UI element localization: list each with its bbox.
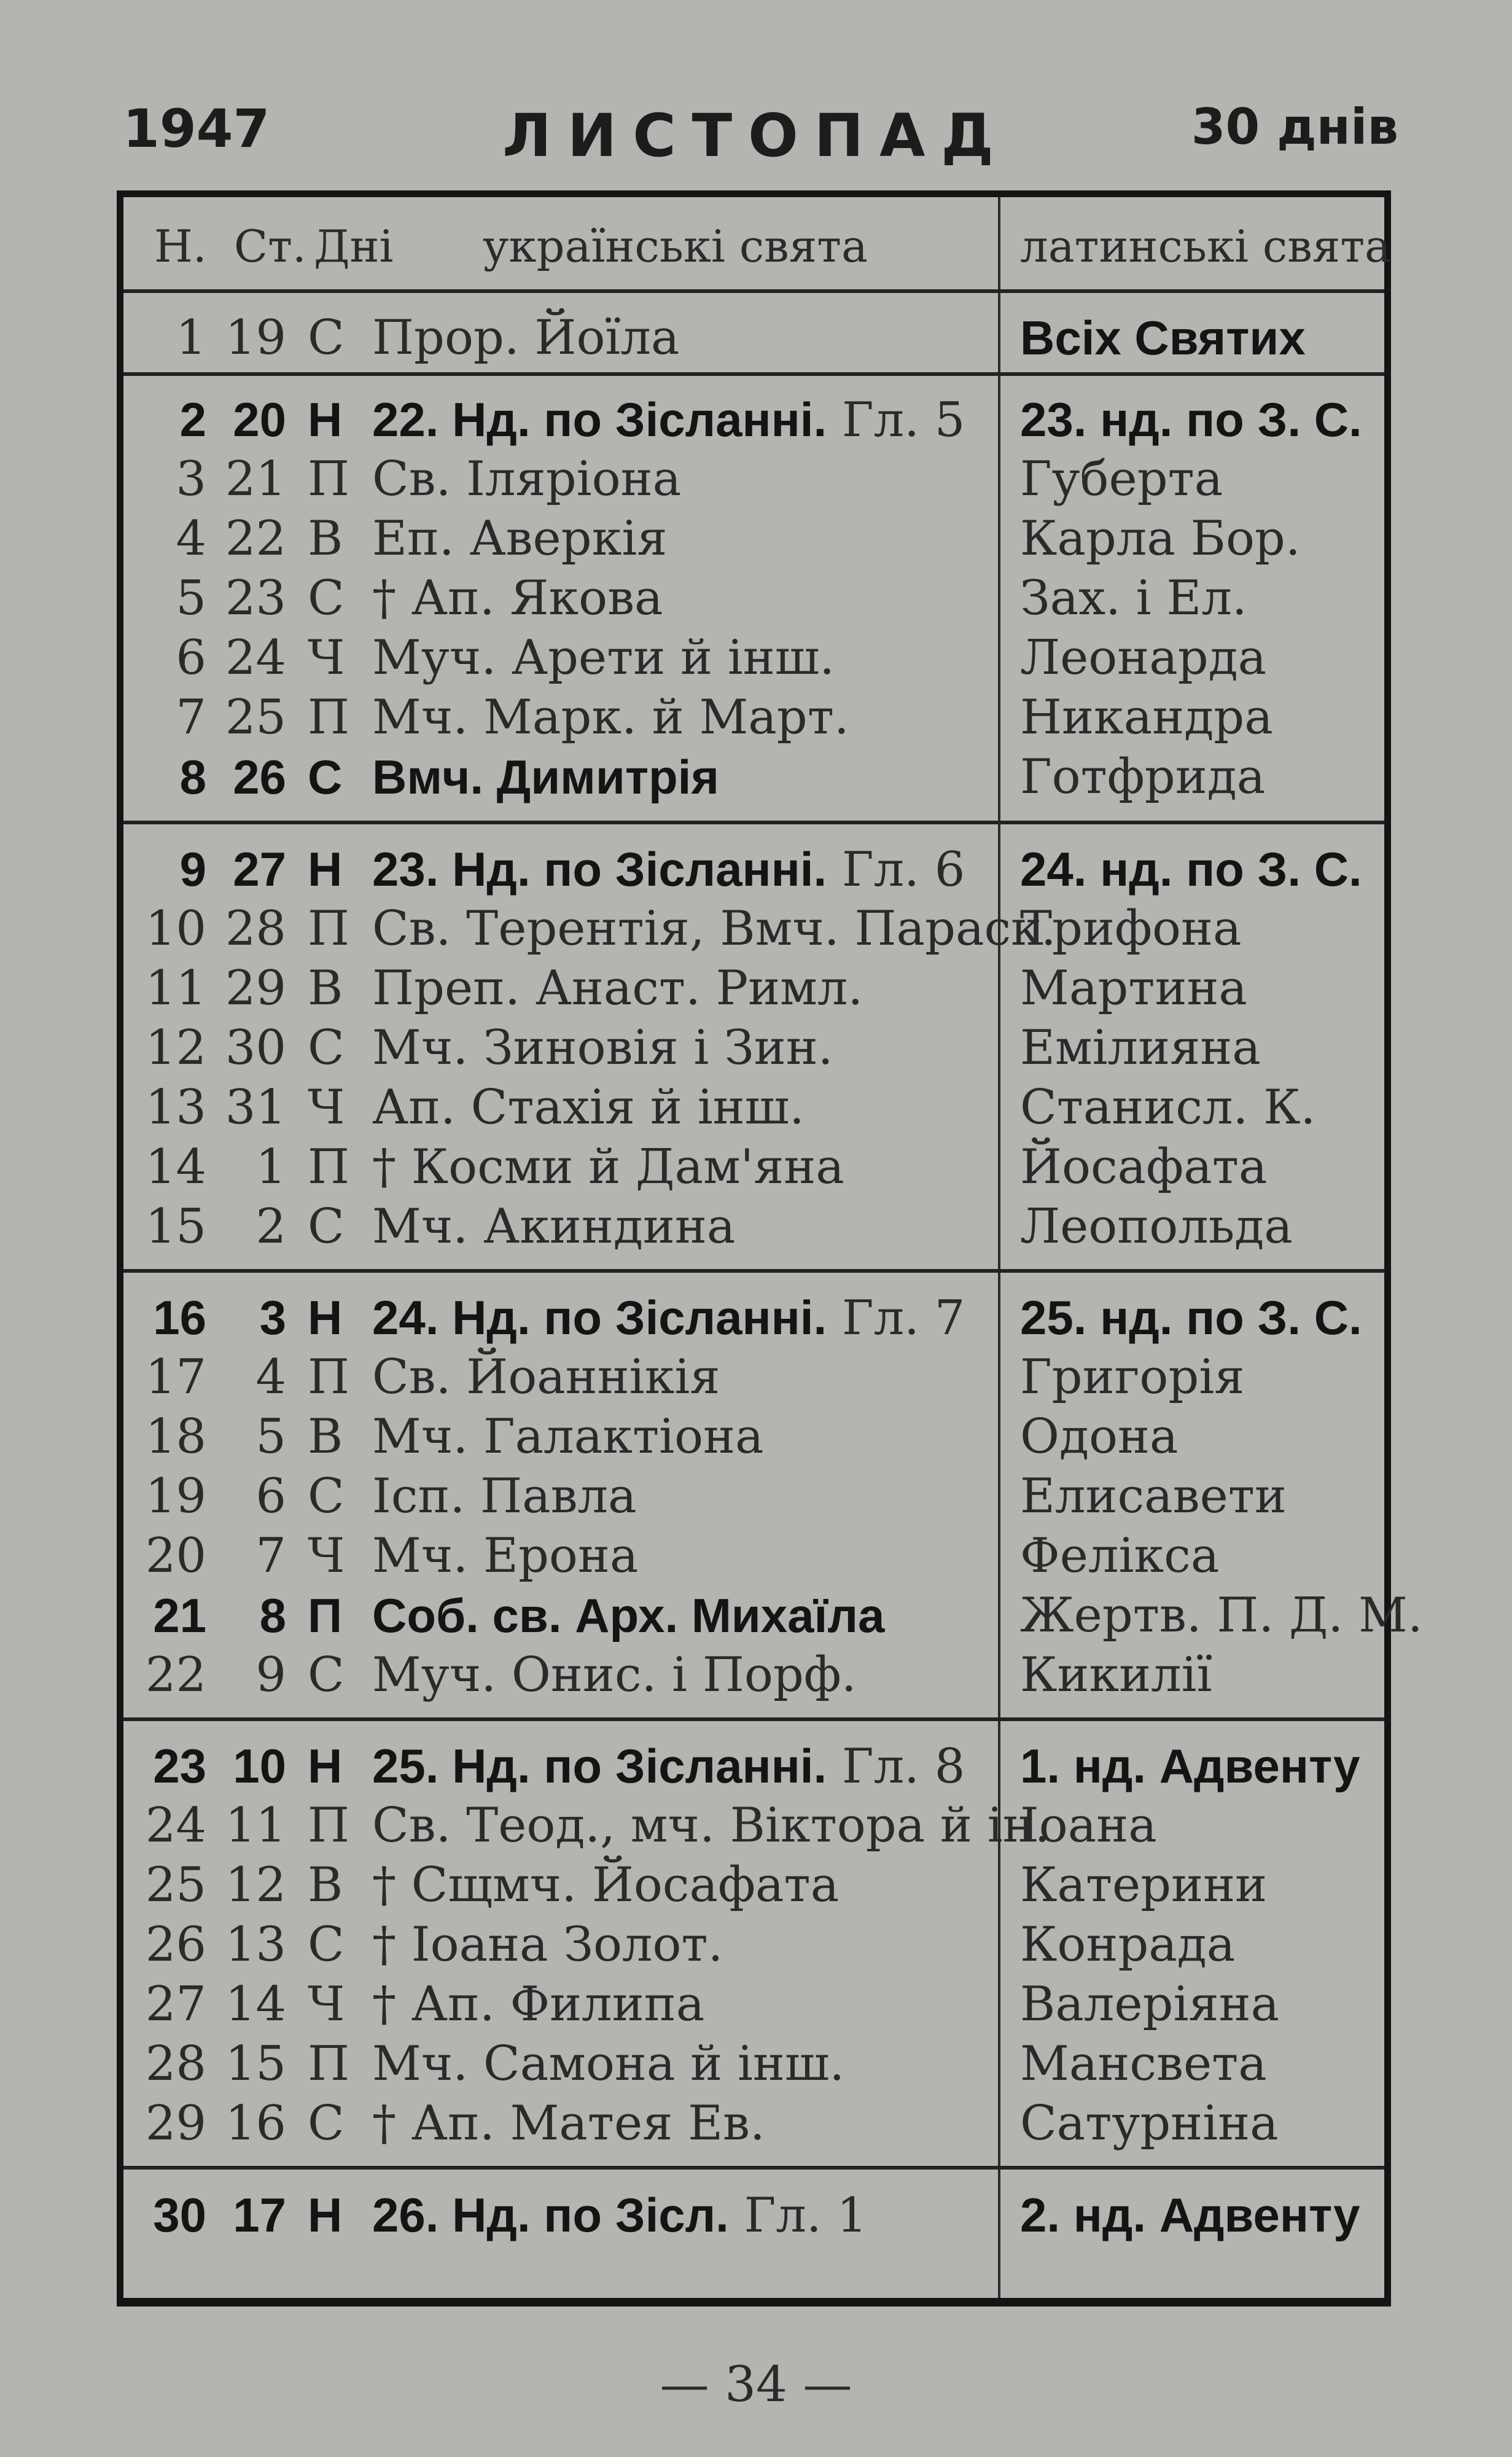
ukrainian-feast [372,1855,839,1915]
new-style-date: 26 [145,1917,206,1972]
ukrainian-feast [372,308,679,368]
ukrainian-feast [372,1466,637,1526]
ukrainian-feast [372,687,849,748]
ukrainian-feast-text: † Ап. Филипа [372,1977,705,2032]
ukrainian-feast-bold: 26. Нд. по Зісл. [372,2188,729,2242]
old-style-date: 17 [233,2188,286,2242]
latin-feast: Губерта [1020,451,1223,507]
ukrainian-feast-text: Гл. 6 [827,842,965,897]
latin-feast: Елисавети [1020,1469,1287,1524]
latin-feast: Одона [1020,1409,1179,1464]
ukrainian-feast-text: Мч. Ерона [372,1528,639,1584]
ukrainian-feast [372,568,663,628]
latin-feast: Карла Бор. [1020,511,1301,566]
table-row [123,1795,1384,1856]
new-style-date: 18 [145,1409,206,1464]
latin-feast: Катерини [1020,1857,1268,1913]
ukrainian-feast [372,1197,735,1257]
old-style-date: 5 [255,1409,286,1464]
table-row [123,1407,1384,1467]
new-style-date: 16 [153,1291,206,1345]
weekday: Н [308,1739,343,1793]
ukrainian-feast-bold: Соб. св. Арх. Михаїла [372,1588,885,1643]
latin-feast: 2. нд. Адвенту [1020,2188,1360,2242]
ukrainian-feast-text: Мч. Галактіона [372,1409,764,1464]
new-style-date: 7 [176,690,206,745]
latin-feast: Григорія [1020,1350,1245,1405]
table-row [123,1915,1384,1975]
ukrainian-feast-text: Гл. 1 [728,2188,868,2243]
week-separator [123,1717,1384,1721]
table-row [123,568,1384,628]
weekday: С [308,2096,345,2151]
year-label: 1947 [123,98,270,160]
latin-feast: Конрада [1020,1917,1236,1972]
new-style-date: 29 [145,2096,206,2151]
ukrainian-feast [372,1018,833,1078]
ukrainian-feast-bold: 22. Нд. по Зісланні. [372,393,827,447]
week-separator [123,289,1384,293]
table-row [123,1526,1384,1586]
ukrainian-feast [372,839,965,900]
table-row [123,747,1384,807]
old-style-date: 24 [225,630,286,686]
ukrainian-feast-text: Муч. Арети й інш. [372,630,835,686]
latin-feast: Никандра [1020,690,1273,745]
table-row [123,1347,1384,1407]
new-style-date: 11 [145,961,206,1016]
latin-feast: 25. нд. по З. С. [1020,1291,1362,1345]
col-weekday: Дні [314,221,394,272]
ukrainian-feast-text: † Косми й Дам'яна [372,1139,844,1195]
col-old-style: Ст. [234,221,306,272]
old-style-date: 25 [225,690,286,745]
ukrainian-feast [372,899,1056,959]
ukrainian-feast-text: Мч. Самона й інш. [372,2036,845,2092]
table-row [123,1018,1384,1078]
old-style-date: 14 [225,1977,286,2032]
table-row [123,1197,1384,1257]
weekday: С [308,1199,345,1254]
latin-feast: Іоана [1020,1798,1157,1853]
ukrainian-feast-text: Св. Йоаннікія [372,1350,720,1405]
latin-feast: Всіх Святих [1020,311,1306,365]
new-style-date: 22 [145,1647,206,1703]
old-style-date: 13 [225,1917,286,1972]
new-style-date: 1 [176,310,206,365]
new-style-date: 28 [145,2036,206,2092]
old-style-date: 15 [225,2036,286,2092]
table-row [123,1645,1384,1705]
new-style-date: 23 [153,1739,206,1793]
ukrainian-feast [372,747,719,808]
old-style-date: 19 [225,310,286,365]
new-style-date: 9 [179,842,206,896]
new-style-date: 3 [176,451,206,507]
latin-feast: Леонарда [1020,630,1267,686]
ukrainian-feast [372,509,668,569]
weekday: С [308,750,343,804]
week-separator [123,2166,1384,2170]
new-style-date: 4 [176,511,206,566]
old-style-date: 2 [255,1199,286,1254]
latin-feast: Готфрида [1020,749,1266,805]
weekday: С [308,1020,345,1076]
weekday: С [308,310,345,365]
weekday: Н [308,1291,343,1345]
ukrainian-feast-text: † Сщмч. Йосафата [372,1857,840,1913]
col-ukrainian-feasts: українські свята [483,221,868,272]
table-row [123,839,1384,899]
ukrainian-feast-text: Преп. Анаст. Римл. [372,961,863,1016]
weekday: Ч [308,1528,345,1584]
ukrainian-feast [372,1915,723,1975]
weekday: П [308,451,350,507]
old-style-date: 7 [255,1528,286,1584]
ukrainian-feast-text: Гл. 7 [827,1291,965,1346]
latin-feast: Мансвета [1020,2036,1267,2092]
new-style-date: 13 [145,1080,206,1135]
old-style-date: 31 [225,1080,286,1135]
ukrainian-feast [372,1585,884,1646]
table-row [123,958,1384,1018]
ukrainian-feast [372,389,965,450]
weekday: П [308,690,350,745]
days-count: 30 днів [1191,98,1398,155]
ukrainian-feast-bold: Вмч. Димитрія [372,750,719,804]
new-style-date: 19 [145,1469,206,1524]
ukrainian-feast [372,1137,844,1197]
col-latin-feasts: латинські свята [1020,221,1391,272]
ukrainian-feast-text: Мч. Акиндина [372,1199,736,1254]
old-style-date: 4 [255,1350,286,1405]
weekday: В [308,1409,343,1464]
ukrainian-feast-text: Мч. Зиновія і Зин. [372,1020,833,1076]
ukrainian-feast [372,1347,720,1407]
week-separator [123,821,1384,824]
table-row [123,2034,1384,2094]
ukrainian-feast-bold: 24. Нд. по Зісланні. [372,1291,827,1345]
ukrainian-feast [372,2093,765,2154]
ukrainian-feast [372,628,835,688]
latin-feast: Зах. і Ел. [1020,571,1247,626]
ukrainian-feast [372,2185,867,2246]
ukrainian-feast [372,449,681,509]
old-style-date: 11 [225,1798,286,1853]
latin-feast: Леопольда [1020,1199,1293,1254]
old-style-date: 1 [255,1139,286,1195]
table-row [123,1466,1384,1526]
latin-feast: Мартина [1020,961,1247,1016]
ukrainian-feast-text: Ап. Стахія й інш. [372,1080,805,1135]
table-row [123,1137,1384,1197]
ukrainian-feast-text: Ісп. Павла [372,1469,637,1524]
new-style-date: 15 [145,1199,206,1254]
week-separator [123,372,1384,376]
ukrainian-feast [372,2034,844,2094]
weekday: С [308,1647,345,1703]
month-title: ЛИСТОПАД [502,101,1010,170]
table-row [123,1736,1384,1796]
weekday: В [308,511,343,566]
old-style-date: 21 [225,451,286,507]
weekday: П [308,1798,350,1853]
weekday: П [308,2036,350,2092]
weekday: П [308,1588,343,1643]
new-style-date: 14 [145,1139,206,1195]
ukrainian-feast [372,1526,638,1586]
table-row [123,308,1384,368]
page-number: — 34 — [660,2356,852,2413]
old-style-date: 23 [225,571,286,626]
old-style-date: 8 [259,1588,286,1643]
old-style-date: 12 [225,1857,286,1913]
weekday: Н [308,2188,343,2242]
latin-feast: Станисл. К. [1020,1080,1316,1135]
ukrainian-feast [372,1287,965,1348]
old-style-date: 10 [233,1739,286,1793]
old-style-date: 6 [255,1469,286,1524]
weekday: П [308,901,350,956]
old-style-date: 29 [225,961,286,1016]
table-row [123,687,1384,748]
table-row [123,1855,1384,1915]
latin-feast: 1. нд. Адвенту [1020,1739,1360,1793]
table-row [123,509,1384,569]
ukrainian-feast-text: Гл. 5 [827,393,965,448]
new-style-date: 6 [176,630,206,686]
ukrainian-feast-text: Св. Теод., мч. Віктора й ін. [372,1798,1050,1853]
latin-feast: Сатурніна [1020,2096,1279,2151]
latin-feast: Йосафата [1020,1139,1268,1195]
old-style-date: 30 [225,1020,286,1076]
weekday: В [308,961,343,1016]
weekday: П [308,1139,350,1195]
weekday: С [308,571,345,626]
table-row [123,389,1384,450]
old-style-date: 28 [225,901,286,956]
weekday: П [308,1350,350,1405]
ukrainian-feast-text: Прор. Йоїла [372,310,680,365]
table-row [123,449,1384,509]
table-row [123,2093,1384,2154]
ukrainian-feast [372,1736,965,1797]
weekday: С [308,1917,345,1972]
new-style-date: 30 [153,2188,206,2242]
ukrainian-feast-text: Св. Терентія, Вмч. Параск. [372,901,1056,956]
ukrainian-feast [372,958,863,1018]
ukrainian-feast [372,1645,857,1705]
ukrainian-feast-text: Св. Іляріона [372,451,682,507]
new-style-date: 17 [145,1350,206,1405]
weekday: Ч [308,1977,345,2032]
latin-feast: 24. нд. по З. С. [1020,842,1362,896]
ukrainian-feast-text: Муч. Онис. і Порф. [372,1647,857,1703]
table-row [123,1287,1384,1348]
table-row [123,1077,1384,1138]
col-new-style: Н. [154,221,207,272]
old-style-date: 20 [233,393,286,447]
ukrainian-feast-bold: 23. Нд. по Зісланні. [372,842,827,896]
ukrainian-feast-bold: 25. Нд. по Зісланні. [372,1739,827,1793]
new-style-date: 21 [153,1588,206,1643]
ukrainian-feast-text: Гл. 8 [827,1739,965,1794]
weekday: Ч [308,1080,345,1135]
old-style-date: 16 [225,2096,286,2151]
ukrainian-feast-text: † Ап. Якова [372,571,663,626]
new-style-date: 25 [145,1857,206,1913]
table-row [123,1585,1423,1646]
table-row [123,2185,1384,2245]
ukrainian-feast [372,1407,764,1467]
weekday: В [308,1857,343,1913]
new-style-date: 8 [179,750,206,804]
latin-feast: Емілияна [1020,1020,1261,1076]
latin-feast: Кикилії [1020,1647,1212,1703]
weekday: С [308,1469,345,1524]
weekday: Н [308,842,343,896]
old-style-date: 26 [233,750,286,804]
ukrainian-feast [372,1077,805,1138]
ukrainian-feast [372,1974,704,2034]
weekday: Н [308,393,343,447]
latin-feast: 23. нд. по З. С. [1020,393,1362,447]
new-style-date: 5 [176,571,206,626]
ukrainian-feast-text: Еп. Аверкія [372,511,668,566]
new-style-date: 20 [145,1528,206,1584]
table-row [123,628,1384,688]
new-style-date: 24 [145,1798,206,1853]
latin-feast: Трифона [1020,901,1242,956]
new-style-date: 27 [145,1977,206,2032]
latin-feast: Жертв. П. Д. М. [1020,1588,1423,1643]
ukrainian-feast-text: † Іоана Золот. [372,1917,723,1972]
calendar-table [117,190,1423,2307]
latin-feast: Валеріяна [1020,1977,1280,2032]
new-style-date: 2 [179,393,206,447]
week-separator [123,1269,1384,1273]
ukrainian-feast [372,1795,1050,1856]
old-style-date: 3 [259,1291,286,1345]
old-style-date: 27 [233,842,286,896]
weekday: Ч [308,630,345,686]
new-style-date: 12 [145,1020,206,1076]
ukrainian-feast-text: † Ап. Матея Ев. [372,2096,765,2151]
old-style-date: 9 [255,1647,286,1703]
old-style-date: 22 [225,511,286,566]
ukrainian-feast-text: Мч. Марк. й Март. [372,690,849,745]
latin-feast: Фелікса [1020,1528,1220,1584]
new-style-date: 10 [145,901,206,956]
table-row [123,1974,1384,2034]
table-row [123,899,1384,959]
